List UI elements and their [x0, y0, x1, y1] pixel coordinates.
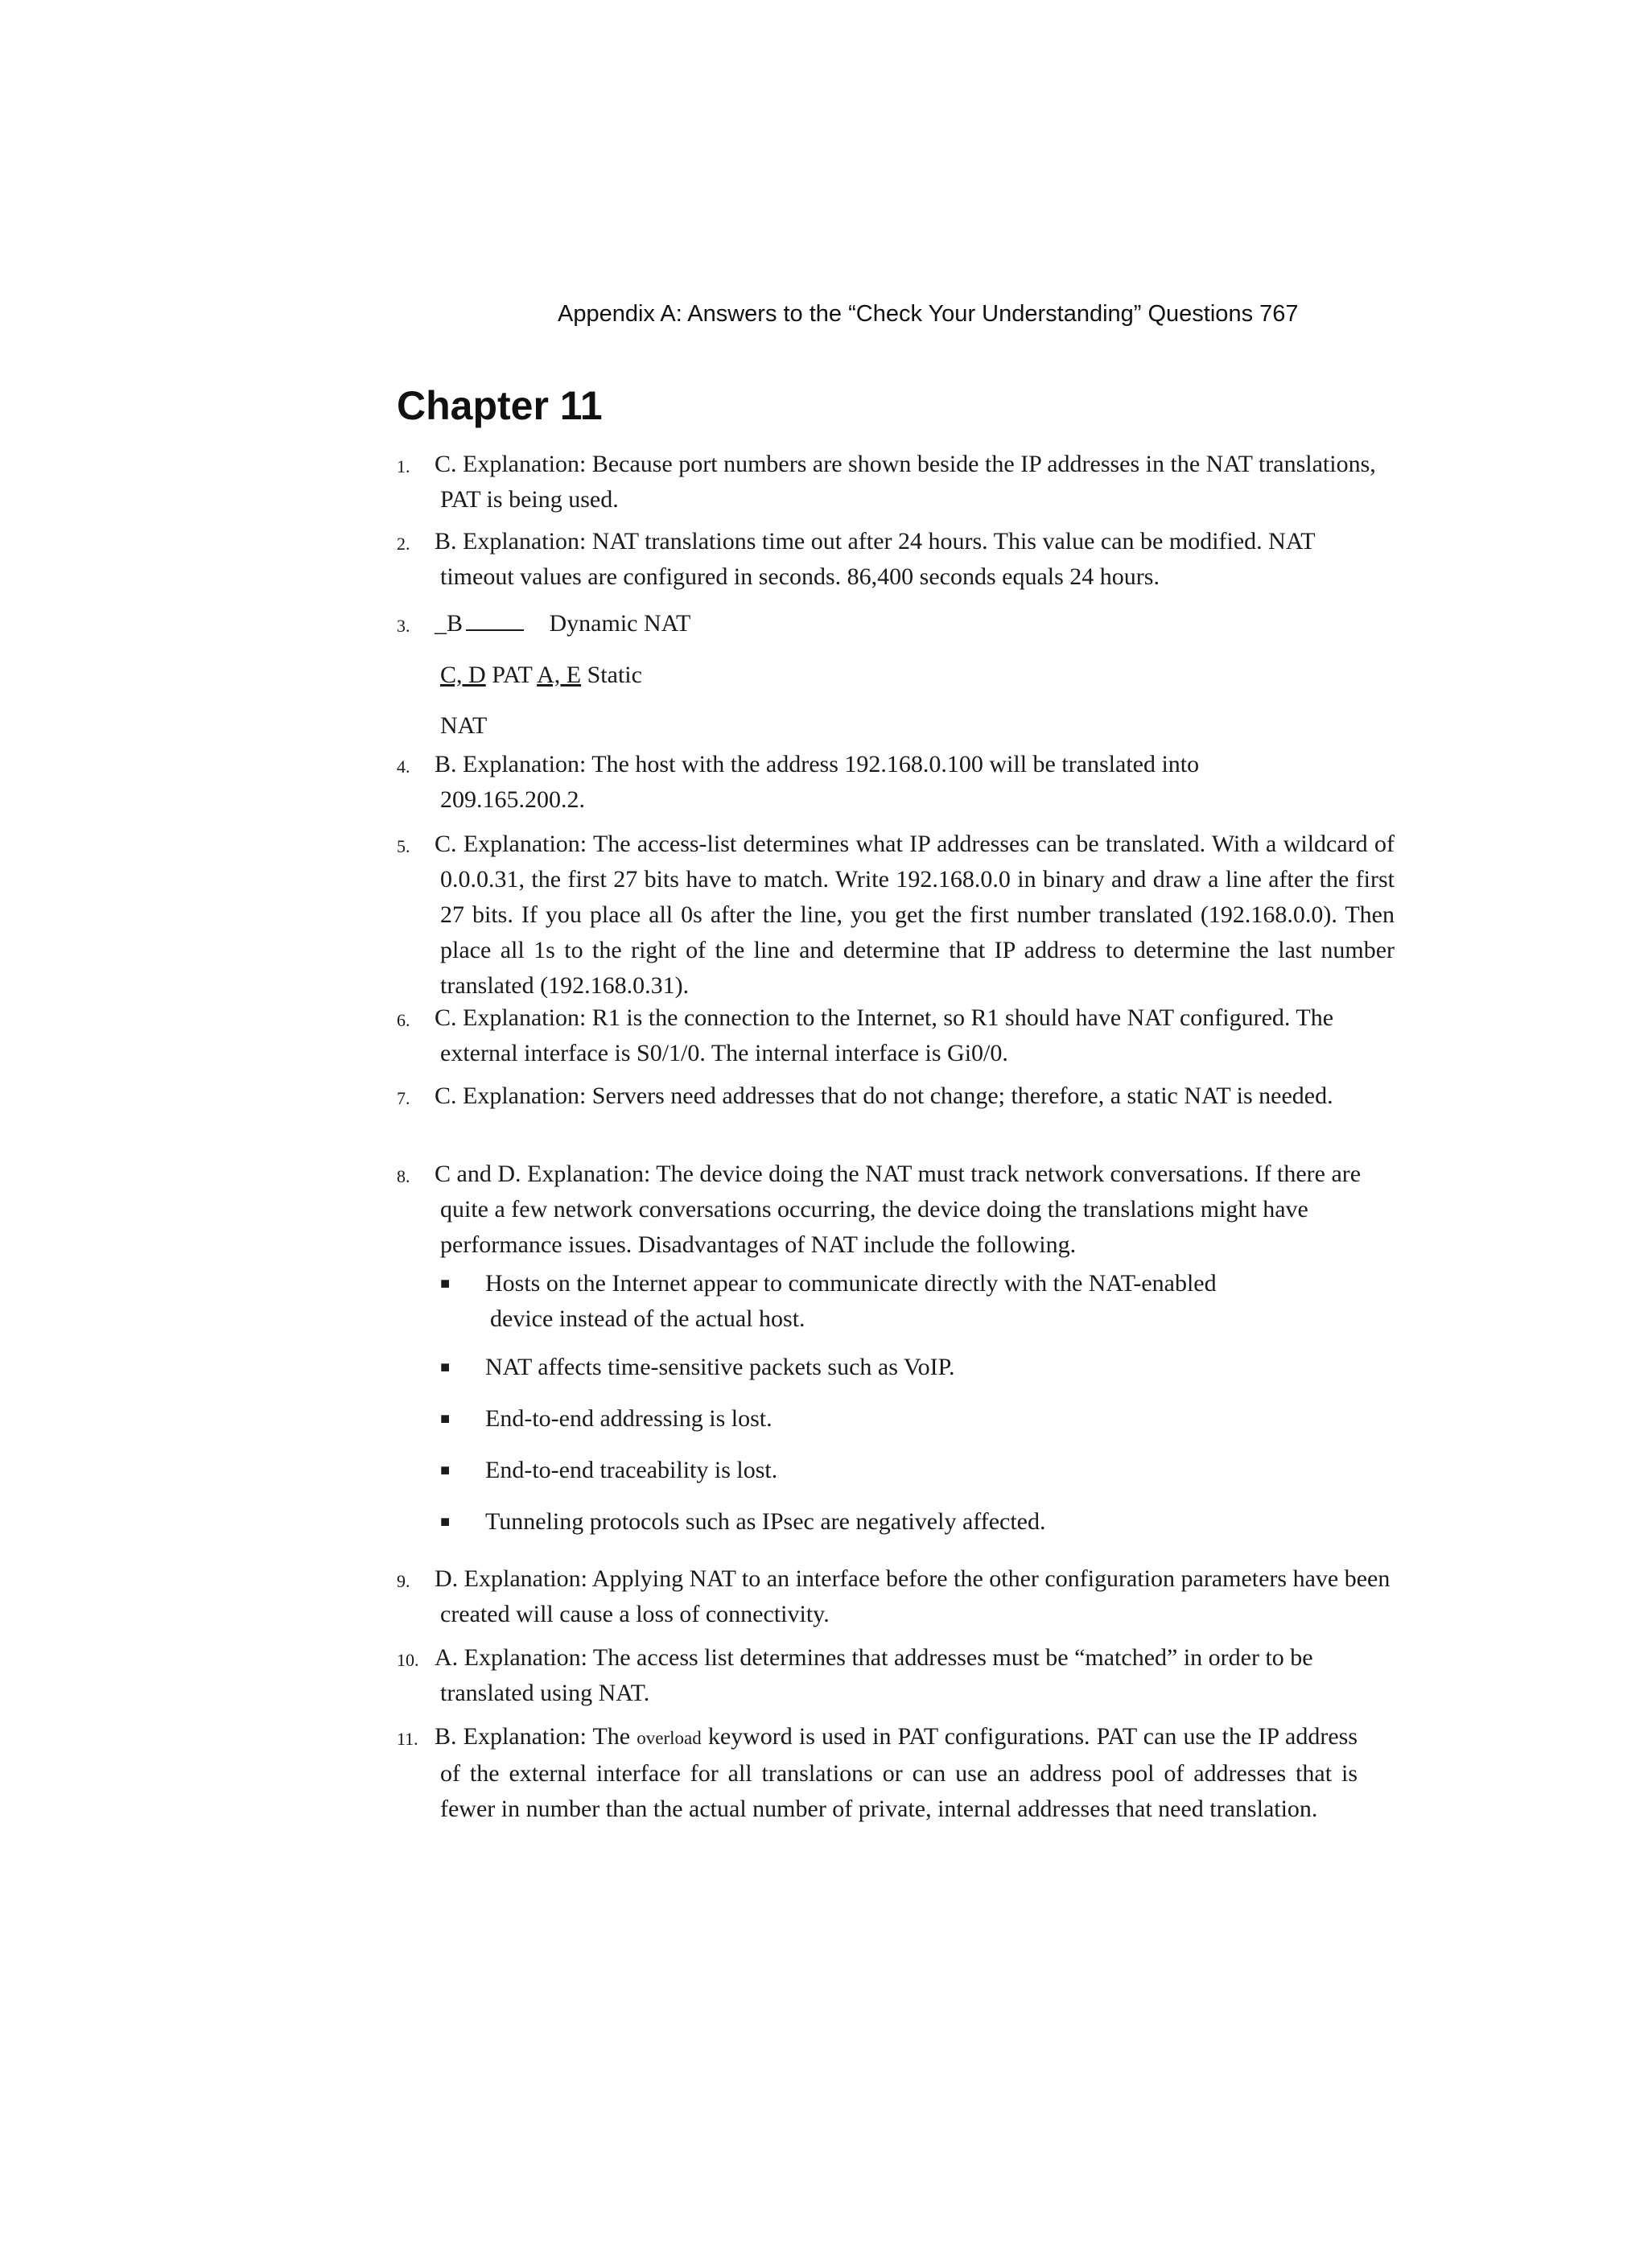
bullet-text: Hosts on the Internet appear to communicate directly with the NAT-enabled device instead of the actual host. [485, 1270, 1217, 1332]
bullet-marker: ■ [440, 1359, 451, 1376]
matching-label: NAT [440, 712, 488, 739]
item-text: B. Explanation: NAT translations time out after 24 hours. This value can be modified. NAT timeout values are configured in seconds. 86,400 seconds equals 24 hours. [435, 528, 1315, 590]
item-text-start: B. Explanation: The [435, 1723, 631, 1750]
item-number: 9. [397, 1571, 410, 1591]
item-number: 3. [397, 616, 410, 636]
item-number: 6. [397, 1010, 410, 1030]
bullet-marker: ■ [440, 1275, 451, 1293]
item-text: C. Explanation: The access-list determines what IP addresses can be translated. With a wildcard of 0.0.0.31, the first 27 bits have to match. Write 192.168.0.0 in binary and draw a line after the first 27 bits. If you place all 0s after the line, you get the first number translated (192.168.0.0). Then place all 1s to the right of the line and determine that IP address to determine the last number translated (192.168.0.31). [435, 831, 1395, 999]
bullet-marker: ■ [440, 1513, 451, 1531]
answer-item-2 [397, 524, 1395, 595]
answer-item-3 [397, 606, 1395, 641]
bullet-text: Tunneling protocols such as IPsec are negatively affected. [485, 1508, 1046, 1535]
item-number: 5. [397, 836, 410, 856]
item-number: 8. [397, 1166, 410, 1186]
overload-keyword: overload [637, 1728, 702, 1748]
answer-item-7 [397, 1078, 1395, 1114]
answer-item-6 [397, 1000, 1395, 1071]
answer-item-11 [397, 1719, 1395, 1827]
matching-line-1 [435, 606, 1395, 641]
answer-item-5 [397, 827, 1395, 1004]
item-text: C. Explanation: R1 is the connection to the Internet, so R1 should have NAT configured. The external interface is S0/1/0. The internal interface is Gi0/0. [435, 1004, 1334, 1066]
matching-answer: C, D [440, 662, 486, 688]
item-number: 7. [397, 1088, 410, 1108]
bullet-text: NAT affects time-sensitive packets such as VoIP. [485, 1354, 955, 1380]
answer-item-10 [397, 1640, 1395, 1711]
answer-item-8 [397, 1157, 1395, 1263]
matching-answer: A, E [537, 662, 582, 688]
item-text: D. Explanation: Applying NAT to an interface before the other configuration parameters have been created will cause a loss of connectivity. [435, 1565, 1390, 1627]
item-text: C. Explanation: Because port numbers are shown beside the IP addresses in the NAT translations, PAT is being used. [435, 451, 1376, 513]
bullet-marker: ■ [440, 1410, 451, 1428]
bullet-item-1 [440, 1266, 1245, 1337]
bullet-item-5 [440, 1504, 1245, 1540]
matching-answer: _B [435, 610, 464, 637]
bullet-text: End-to-end traceability is lost. [485, 1457, 778, 1483]
item-number: 11. [397, 1729, 418, 1749]
matching-label: Static [587, 662, 642, 688]
item-text: A. Explanation: The access list determines that addresses must be “matched” in order to be translated using NAT. [435, 1644, 1313, 1706]
answer-item-9 [397, 1561, 1395, 1632]
running-head: Appendix A: Answers to the “Check Your Understanding” Questions 767 [558, 301, 1299, 327]
bullet-item-2 [440, 1350, 1245, 1385]
item-number: 1. [397, 456, 410, 476]
item-text [435, 1719, 1358, 1827]
item-number: 4. [397, 757, 410, 777]
item-text: C. Explanation: Servers need addresses that do not change; therefore, a static NAT is needed. [435, 1082, 1333, 1109]
bullet-item-3 [440, 1401, 1245, 1437]
answer-item-4 [397, 747, 1395, 818]
item-text-end: keyword is used in PAT configurations. PAT can use the IP address of the external interface for all translations or can use an address pool of addresses that is fewer in number than the actual number of private, internal addresses that need translation. [440, 1723, 1358, 1822]
item-text: B. Explanation: The host with the address 192.168.0.100 will be translated into 209.165.200.2. [435, 751, 1200, 813]
bullet-text: End-to-end addressing is lost. [485, 1405, 772, 1432]
item-number: 2. [397, 534, 410, 554]
matching-line-2 [440, 658, 642, 693]
matching-line-3 [440, 708, 487, 744]
item-number: 10. [397, 1650, 419, 1670]
answer-item-1 [397, 447, 1395, 518]
answer-blank [466, 612, 524, 631]
chapter-title: Chapter 11 [397, 383, 603, 428]
item-text: C and D. Explanation: The device doing the NAT must track network conversations. If there are quite a few network conversations occurring, the device doing the translations might have performance issues. Disadvantages of NAT include the following. [435, 1161, 1362, 1258]
matching-label: Dynamic NAT [549, 610, 691, 637]
bullet-marker: ■ [440, 1462, 451, 1479]
matching-label: PAT [492, 662, 533, 688]
bullet-item-4 [440, 1453, 1245, 1488]
